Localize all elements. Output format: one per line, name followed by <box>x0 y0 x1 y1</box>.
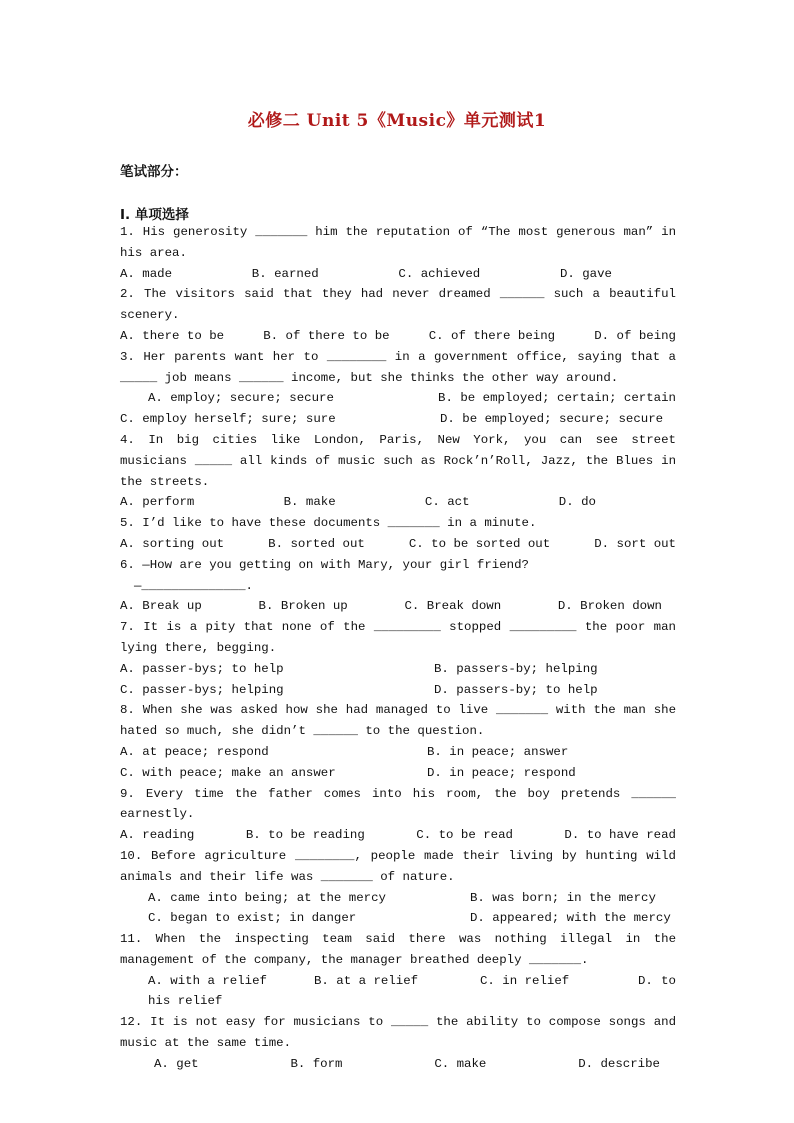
option-c[interactable]: C. began to exist; in danger <box>148 911 357 926</box>
question-12-stem: 12. It is not easy for musicians to _____ the ability to compose songs and music at the same time. <box>120 1015 676 1051</box>
option-d[interactable]: D. sort out <box>594 536 676 551</box>
option-b[interactable]: B. be employed; certain; certain <box>438 391 676 406</box>
option-c[interactable]: C. to be read <box>416 828 513 843</box>
question-3-stem: 3. Her parents want her to ________ in a government office, saying that a _____ job means ______ income, but she thinks the other way around. <box>120 349 676 385</box>
question-2-stem: 2. The visitors said that they had never dreamed ______ such a beautiful scenery. <box>120 287 676 323</box>
question-6-response: —______________. <box>134 578 253 593</box>
option-d[interactable]: D. be employed; secure; secure <box>440 412 664 427</box>
option-c[interactable]: C. passer-bys; helping <box>120 682 284 697</box>
option-d[interactable]: D. to have read <box>564 828 676 843</box>
section-single-choice-heading: I. 单项选择 <box>120 207 189 223</box>
option-c[interactable]: C. Break down <box>404 599 502 614</box>
option-c[interactable]: C. in relief <box>480 973 570 988</box>
option-d[interactable]: D. gave <box>559 266 612 281</box>
option-c[interactable]: C. act <box>424 495 470 510</box>
question-6-options <box>120 596 676 617</box>
question-11-stem: 11. When the inspecting team said there was nothing illegal in the management of the company, the manager breathed deeply _______. <box>120 932 676 967</box>
option-c[interactable]: C. employ herself; sure; sure <box>120 412 336 427</box>
option-b[interactable]: B. passers-by; helping <box>434 661 598 676</box>
option-d[interactable]: D. to his relief <box>148 973 676 1009</box>
option-c[interactable]: C. achieved <box>398 266 481 281</box>
question-7-options-row1 <box>120 659 676 680</box>
option-b[interactable]: B. was born; in the mercy <box>470 890 656 905</box>
option-a[interactable]: A. sorting out <box>120 536 225 551</box>
question-10-stem: 10. Before agriculture ________, people made their living by hunting wild animals and their life was _______ of nature. <box>120 848 676 884</box>
question-8-options-row2 <box>120 763 676 784</box>
option-a[interactable]: A. perform <box>120 495 195 510</box>
question-10-options-row2 <box>120 908 676 929</box>
option-b[interactable]: B. form <box>290 1056 343 1071</box>
option-d[interactable]: D. do <box>558 495 596 510</box>
option-c[interactable]: C. with peace; make an answer <box>120 765 336 780</box>
question-8-options-row1 <box>120 742 676 763</box>
question-3-options-row2 <box>120 409 676 430</box>
option-b[interactable]: B. make <box>283 495 336 510</box>
option-a[interactable]: A. with a relief <box>148 973 267 988</box>
option-a[interactable]: A. there to be <box>120 328 225 343</box>
question-5-stem: 5. I’d like to have these documents _______ in a minute. <box>120 516 537 531</box>
option-b[interactable]: B. in peace; answer <box>427 744 569 759</box>
question-6-stem: 6. —How are you getting on with Mary, your girl friend? <box>120 557 529 572</box>
question-7-options-row2 <box>120 680 676 701</box>
question-4-options <box>120 492 676 513</box>
option-b[interactable]: B. to be reading <box>245 828 365 843</box>
option-c[interactable]: C. make <box>434 1056 487 1071</box>
question-1-options <box>120 264 676 285</box>
option-a[interactable]: A. at peace; respond <box>120 744 269 759</box>
question-1-stem: 1. His generosity _______ him the reputation of “The most generous man” in his area. <box>120 225 676 260</box>
question-5-options <box>120 534 676 555</box>
question-list <box>120 222 676 1075</box>
question-11-options <box>120 971 676 1013</box>
question-4-stem: 4. In big cities like London, Paris, New York, you can see street musicians _____ all kinds of music such as Rock’n’Roll, Jazz, the Blues in the streets. <box>120 432 676 489</box>
option-a[interactable]: A. made <box>120 266 173 281</box>
option-a[interactable]: A. employ; secure; secure <box>148 391 334 406</box>
option-c[interactable]: C. of there being <box>428 328 556 343</box>
option-b[interactable]: B. earned <box>251 266 319 281</box>
option-a[interactable]: A. reading <box>120 828 195 843</box>
option-d[interactable]: D. appeared; with the mercy <box>470 911 671 926</box>
option-b[interactable]: B. at a relief <box>314 973 419 988</box>
option-a[interactable]: A. Break up <box>120 599 202 614</box>
option-b[interactable]: B. Broken up <box>258 599 348 614</box>
section-written-heading: 笔试部分： <box>120 164 188 180</box>
question-7-stem: 7. It is a pity that none of the _________ stopped _________ the poor man lying there, begging. <box>120 620 676 655</box>
option-d[interactable]: D. Broken down <box>557 599 662 614</box>
option-a[interactable]: A. came into being; at the mercy <box>148 890 386 905</box>
question-10-options-row1 <box>120 888 676 909</box>
question-3-options-row1 <box>120 388 676 409</box>
question-12-options <box>120 1054 676 1075</box>
option-d[interactable]: D. passers-by; to help <box>434 682 598 697</box>
question-8-stem: 8. When she was asked how she had managed to live _______ with the man she hated so much, she didn’t ______ to the question. <box>120 703 676 739</box>
page-title: 必修二 Unit 5《Music》单元测试1 <box>247 111 547 131</box>
option-c[interactable]: C. to be sorted out <box>408 536 551 551</box>
option-b[interactable]: B. of there to be <box>263 328 390 343</box>
question-9-options <box>120 825 676 846</box>
option-d[interactable]: D. of being <box>594 328 676 343</box>
option-a[interactable]: A. get <box>154 1056 199 1071</box>
option-b[interactable]: B. sorted out <box>268 536 365 551</box>
option-d[interactable]: D. describe <box>578 1056 660 1071</box>
option-a[interactable]: A. passer-bys; to help <box>120 661 284 676</box>
question-2-options <box>120 326 676 347</box>
option-d[interactable]: D. in peace; respond <box>427 765 576 780</box>
question-9-stem: 9. Every time the father comes into his room, the boy pretends ______ earnestly. <box>120 786 676 822</box>
